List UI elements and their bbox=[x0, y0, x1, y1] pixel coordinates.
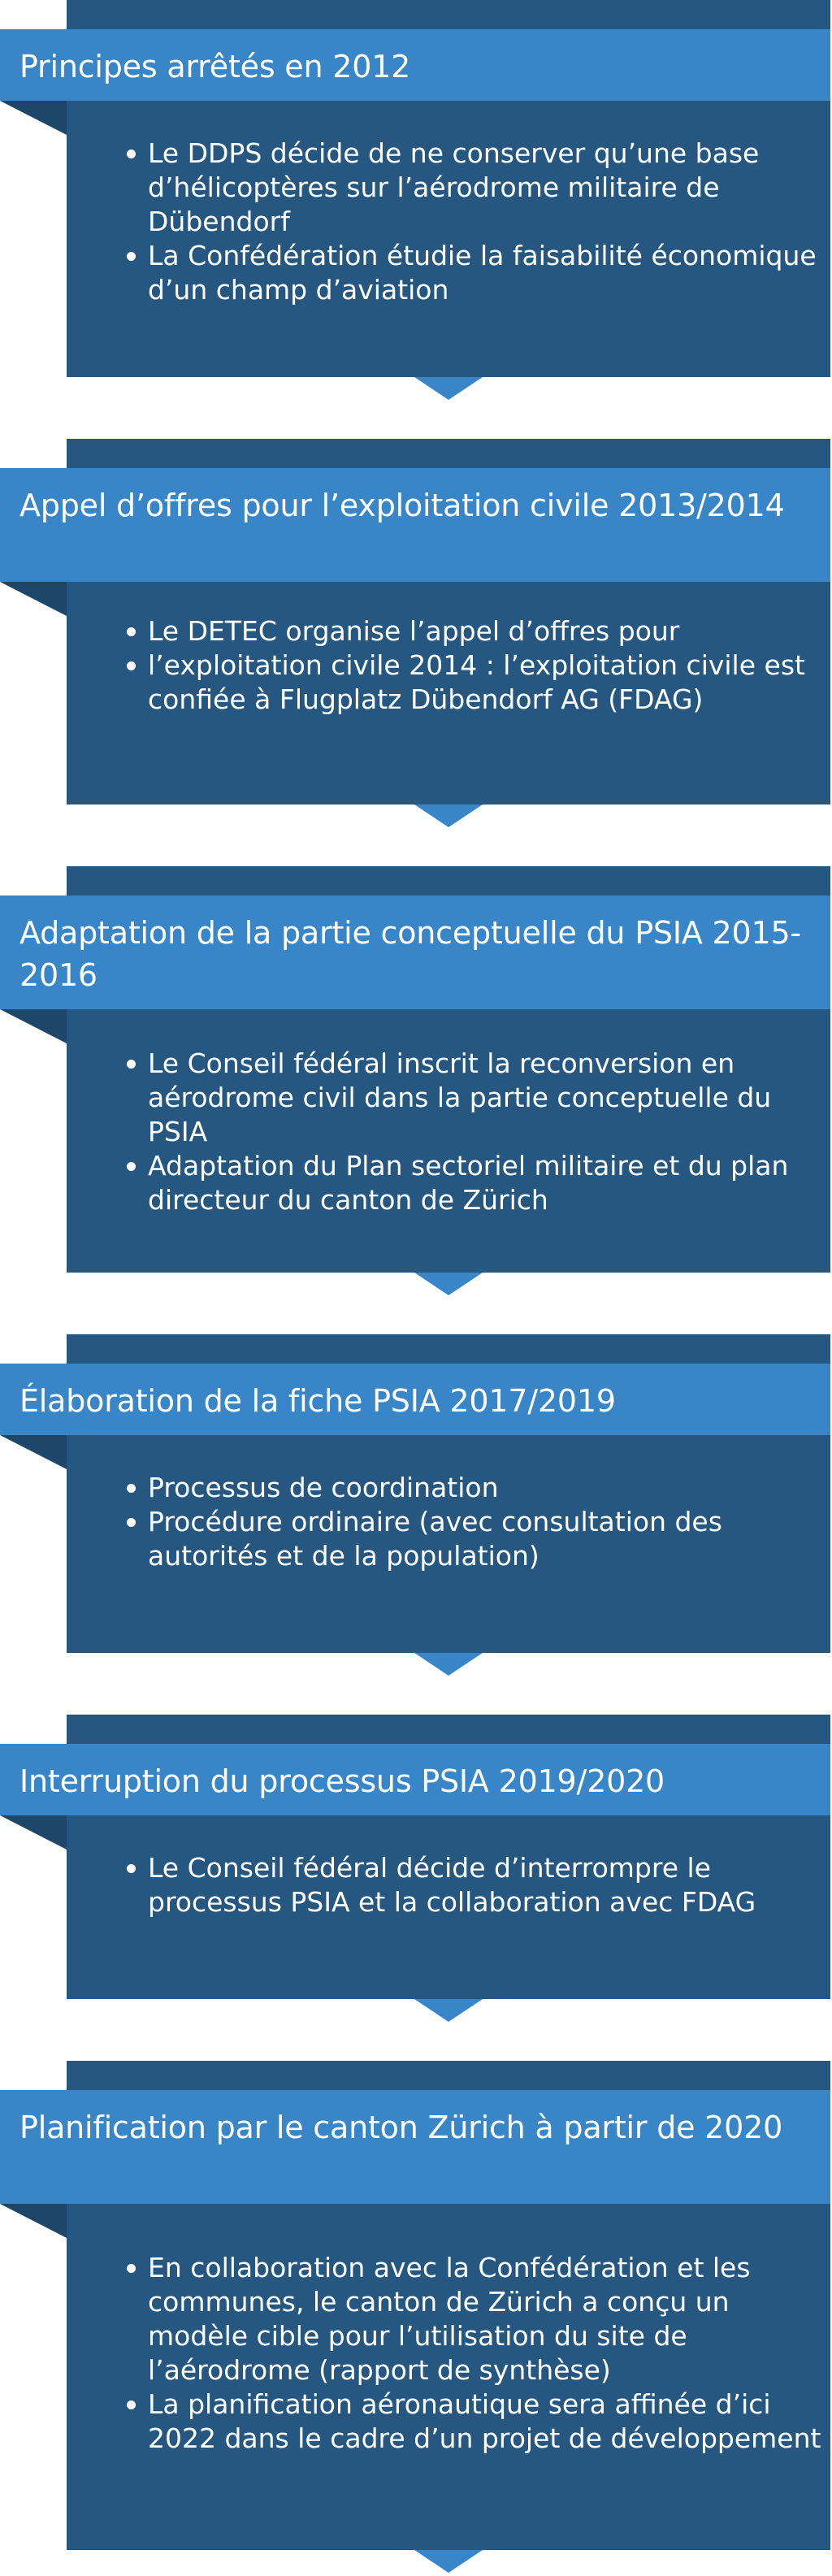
bullet-item: La planification aéronautique sera affinée d’ici 2022 dans le cadre d’un projet de développement bbox=[125, 2387, 824, 2456]
stage-bullets bbox=[125, 1851, 824, 1919]
bullet-item: En collaboration avec la Confédération et les communes, le canton de Zürich a conçu un modèle cible pour l’utilisation du site de l’aérodrome (rapport de synthèse) bbox=[125, 2251, 824, 2387]
stage-bullets bbox=[125, 614, 824, 717]
stage-2013-2014 bbox=[20, 439, 830, 804]
header-fold bbox=[0, 1815, 67, 1850]
stage-title: Interruption du processus PSIA 2019/2020 bbox=[0, 1744, 830, 1815]
stage-title: Appel d’offres pour l’exploitation civile 2013/2014 bbox=[0, 468, 830, 582]
down-arrow-icon bbox=[414, 1653, 483, 1676]
stage-2015-2016 bbox=[20, 866, 830, 1273]
bullet-item: l’exploitation civile 2014 : l’exploitation civile est confiée à Flugplatz Dübendorf AG (FDAG) bbox=[125, 648, 824, 717]
header-fold bbox=[0, 2204, 67, 2238]
bullet-item: Le DDPS décide de ne conserver qu’une base d’hélicoptères sur l’aérodrome militaire de Dübendorf bbox=[125, 137, 824, 239]
down-arrow-icon bbox=[414, 1273, 483, 1295]
stage-bullets bbox=[125, 1471, 824, 1573]
down-arrow-icon bbox=[414, 377, 483, 400]
bullet-item: Procédure ordinaire (avec consultation des autorités et de la population) bbox=[125, 1505, 824, 1573]
stage-title: Adaptation de la partie conceptuelle du PSIA 2015-2016 bbox=[0, 896, 830, 1009]
down-arrow-icon bbox=[414, 1999, 483, 2022]
stage-2017-2019 bbox=[20, 1334, 830, 1653]
stage-2012 bbox=[20, 0, 830, 377]
stage-bullets bbox=[125, 137, 824, 307]
stage-bullets bbox=[125, 2251, 824, 2456]
bullet-item: Processus de coordination bbox=[125, 1471, 824, 1505]
bullet-item: La Confédération étudie la faisabilité économique d’un champ d’aviation bbox=[125, 239, 824, 307]
stage-2019-2020 bbox=[20, 1715, 830, 1999]
stage-title: Élaboration de la fiche PSIA 2017/2019 bbox=[0, 1364, 830, 1435]
header-fold bbox=[0, 101, 67, 135]
header-fold bbox=[0, 1009, 67, 1043]
bullet-item: Le Conseil fédéral décide d’interrompre le processus PSIA et la collaboration avec FDAG bbox=[125, 1851, 824, 1919]
down-arrow-icon bbox=[414, 2550, 483, 2573]
bullet-item: Adaptation du Plan sectoriel militaire et du plan directeur du canton de Zürich bbox=[125, 1149, 824, 1217]
stage-bullets bbox=[125, 1047, 824, 1217]
stage-title: Planification par le canton Zürich à partir de 2020 bbox=[0, 2090, 830, 2204]
header-fold bbox=[0, 1435, 67, 1469]
header-fold bbox=[0, 582, 67, 616]
stage-title: Principes arrêtés en 2012 bbox=[0, 29, 830, 101]
stage-2020 bbox=[20, 2061, 830, 2550]
down-arrow-icon bbox=[414, 804, 483, 827]
bullet-item: Le DETEC organise l’appel d’offres pour bbox=[125, 614, 824, 648]
bullet-item: Le Conseil fédéral inscrit la reconversion en aérodrome civil dans la partie conceptuelle du PSIA bbox=[125, 1047, 824, 1149]
